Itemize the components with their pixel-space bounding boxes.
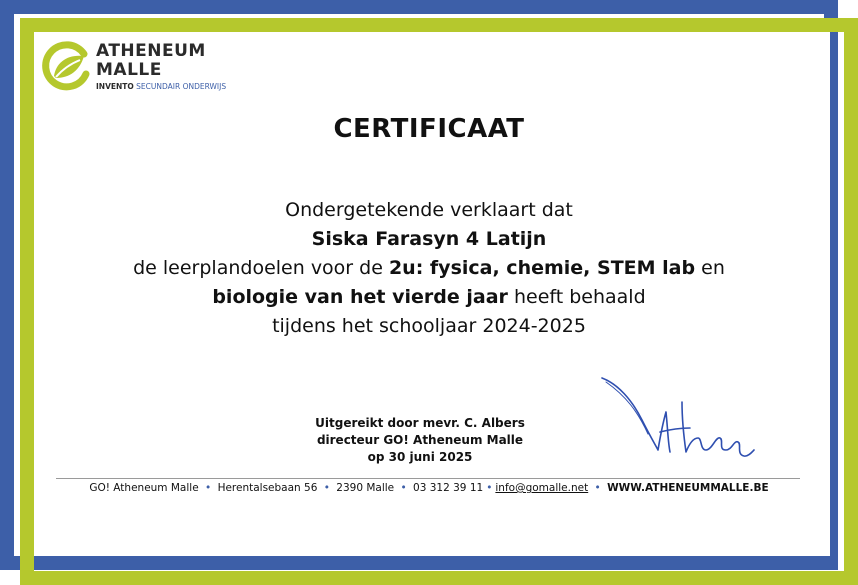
goals-suffix: en <box>695 257 725 279</box>
logo-line1: ATHENEUM <box>96 41 206 61</box>
footer-email-link[interactable]: info@gomalle.net <box>495 482 589 494</box>
level-bold: biologie van het vierde jaar <box>212 286 508 308</box>
student-name: Siska Farasyn 4 Latijn <box>311 228 547 250</box>
footer-city: 2390 Malle <box>336 482 395 494</box>
logo-sub-brand: INVENTO <box>96 82 134 91</box>
issuer-date: op 30 juni 2025 <box>367 450 473 464</box>
issuer-block <box>300 415 540 466</box>
logo-subtitle <box>96 82 226 91</box>
school-logo <box>40 40 240 96</box>
footer-divider <box>56 478 800 479</box>
goals-line <box>60 254 798 283</box>
issuer-line1: Uitgereikt door mevr. C. Albers <box>315 416 525 430</box>
footer-website-link[interactable]: WWW.ATHENEUMMALLE.BE <box>607 482 769 494</box>
level-line <box>60 283 798 312</box>
logo-line2: MALLE <box>96 60 162 80</box>
subjects-bold: 2u: fysica, chemie, STEM lab <box>388 257 696 279</box>
logo-wordmark <box>96 42 206 80</box>
footer-separator: • <box>594 482 601 494</box>
logo-sub-text: SECUNDAIR ONDERWIJS <box>136 82 227 91</box>
footer-separator: • <box>486 482 493 494</box>
footer-separator: • <box>400 482 407 494</box>
footer-school: GO! Atheneum Malle <box>89 482 199 494</box>
declaration-line: Ondergetekende verklaart dat <box>285 199 573 221</box>
footer-phone: 03 312 39 11 <box>413 482 484 494</box>
level-suffix: heeft behaald <box>507 286 646 308</box>
footer-separator: • <box>205 482 212 494</box>
handwritten-signature <box>598 372 758 467</box>
schoolyear-line: tijdens het schooljaar 2024-2025 <box>272 315 586 337</box>
certificate-title: CERTIFICAAT <box>333 114 525 144</box>
footer-separator: • <box>323 482 330 494</box>
leaf-circle-logo-icon <box>40 40 92 92</box>
footer <box>0 482 858 494</box>
goals-prefix: de leerplandoelen voor de <box>133 257 389 279</box>
footer-street: Herentalsebaan 56 <box>217 482 318 494</box>
certificate-body <box>60 196 798 341</box>
issuer-line2: directeur GO! Atheneum Malle <box>316 433 524 447</box>
